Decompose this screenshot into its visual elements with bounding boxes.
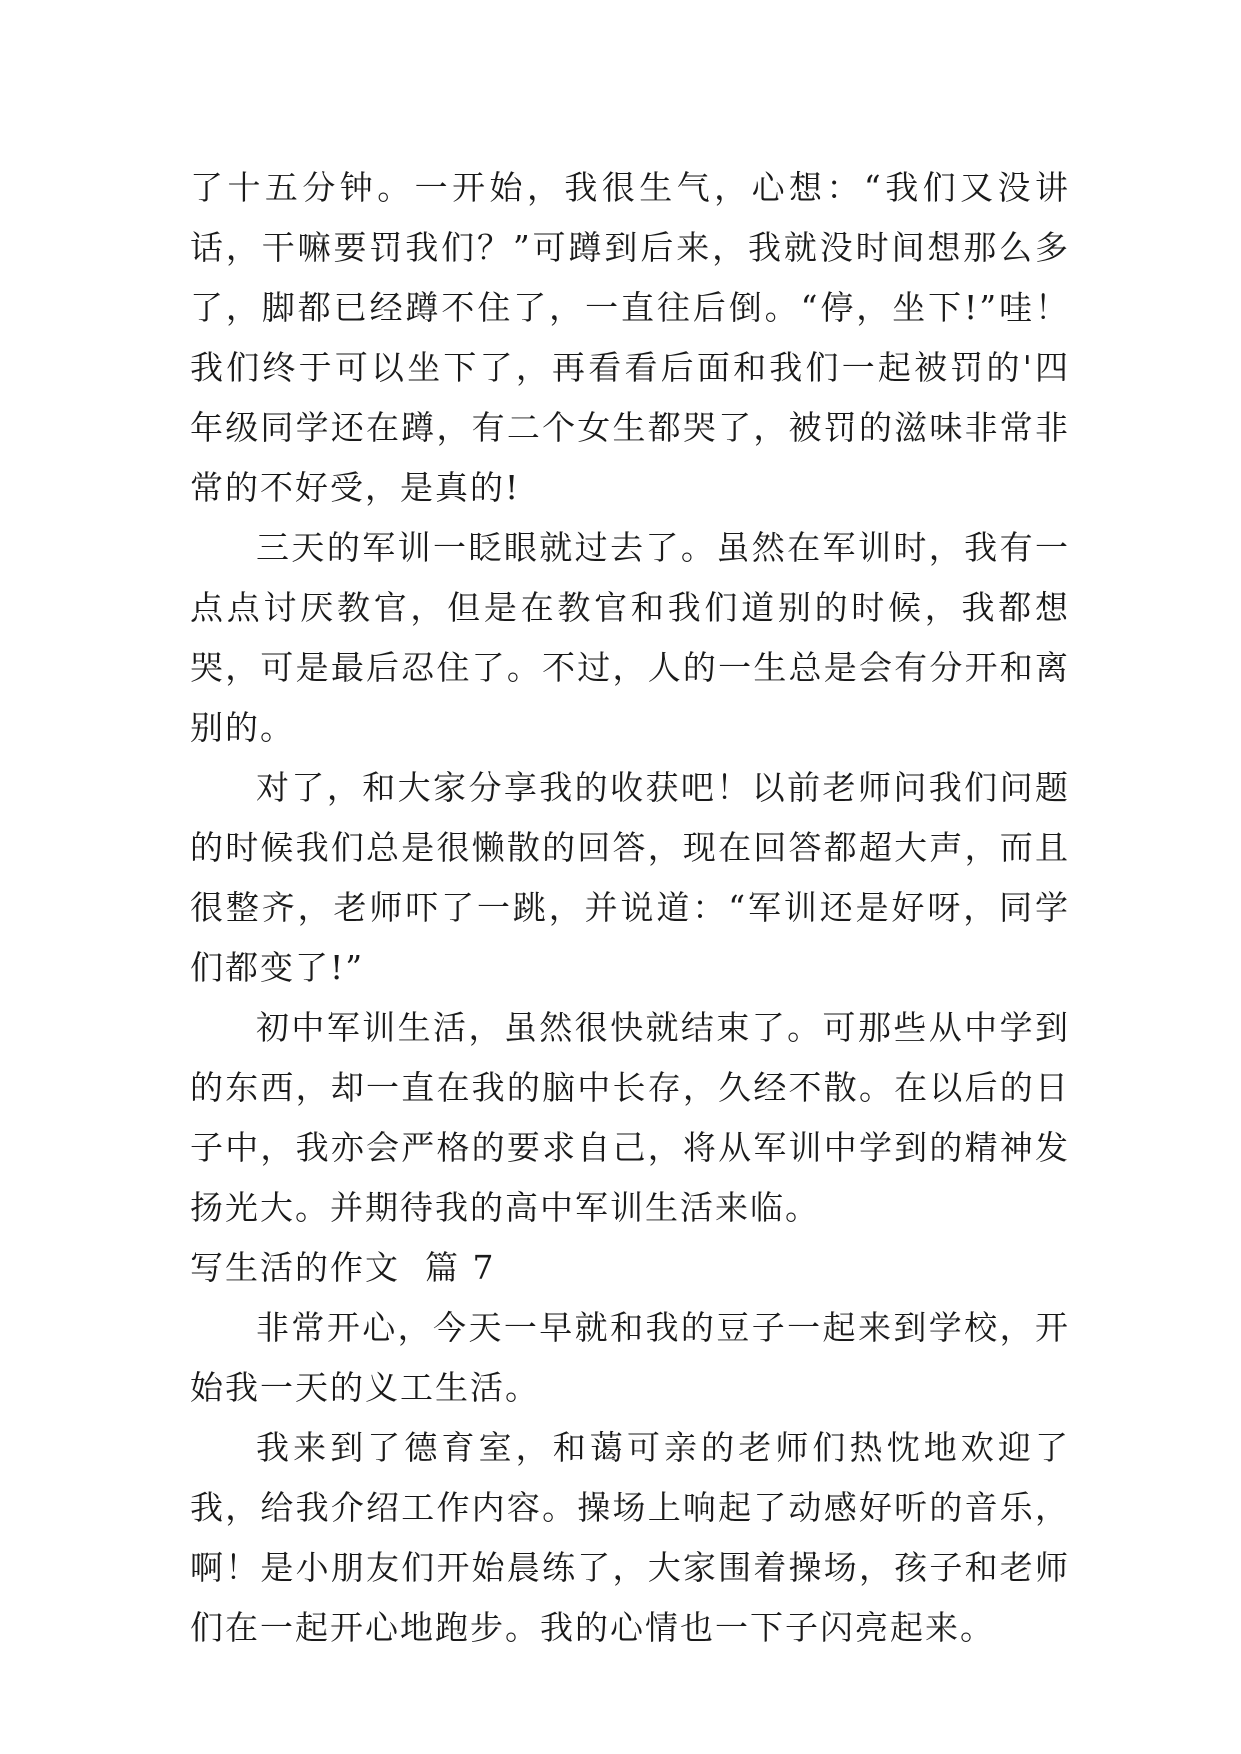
document-body: [190, 158, 1070, 1658]
paragraph-2: 三天的军训一眨眼就过去了。虽然在军训时，我有一点点讨厌教官，但是在教官和我们道别的时候，我都想哭，可是最后忍住了。不过，人的一生总是会有分开和离别的。: [190, 528, 1070, 747]
section-heading: 写生活的作文 篇 7: [190, 1248, 496, 1287]
paragraph-1: 了十五分钟。一开始，我很生气，心想：“我们又没讲话，干嘛要罚我们？”可蹲到后来，我就没时间想那么多了，脚都已经蹲不住了，一直往后倒。“停，坐下!”哇！我们终于可以坐下了，再看看后面和我们一起被罚的'四年级同学还在蹲，有二个女生都哭了，被罚的滋味非常非常的不好受，是真的!: [190, 168, 1070, 507]
paragraph-3: 对了，和大家分享我的收获吧！以前老师问我们问题的时候我们总是很懒散的回答，现在回答都超大声，而且很整齐，老师吓了一跳，并说道：“军训还是好呀，同学们都变了!”: [190, 768, 1070, 987]
paragraph-6: 我来到了德育室，和蔼可亲的老师们热忱地欢迎了我，给我介绍工作内容。操场上响起了动感好听的音乐，啊！是小朋友们开始晨练了，大家围着操场，孩子和老师们在一起开心地跑步。我的心情也一下子闪亮起来。: [190, 1428, 1070, 1647]
paragraph-5: 非常开心，今天一早就和我的豆子一起来到学校，开始我一天的义工生活。: [190, 1308, 1070, 1407]
paragraph-4: 初中军训生活，虽然很快就结束了。可那些从中学到的东西，却一直在我的脑中长存，久经不散。在以后的日子中，我亦会严格的要求自己，将从军训中学到的精神发扬光大。并期待我的高中军训生活来临。: [190, 1008, 1070, 1227]
